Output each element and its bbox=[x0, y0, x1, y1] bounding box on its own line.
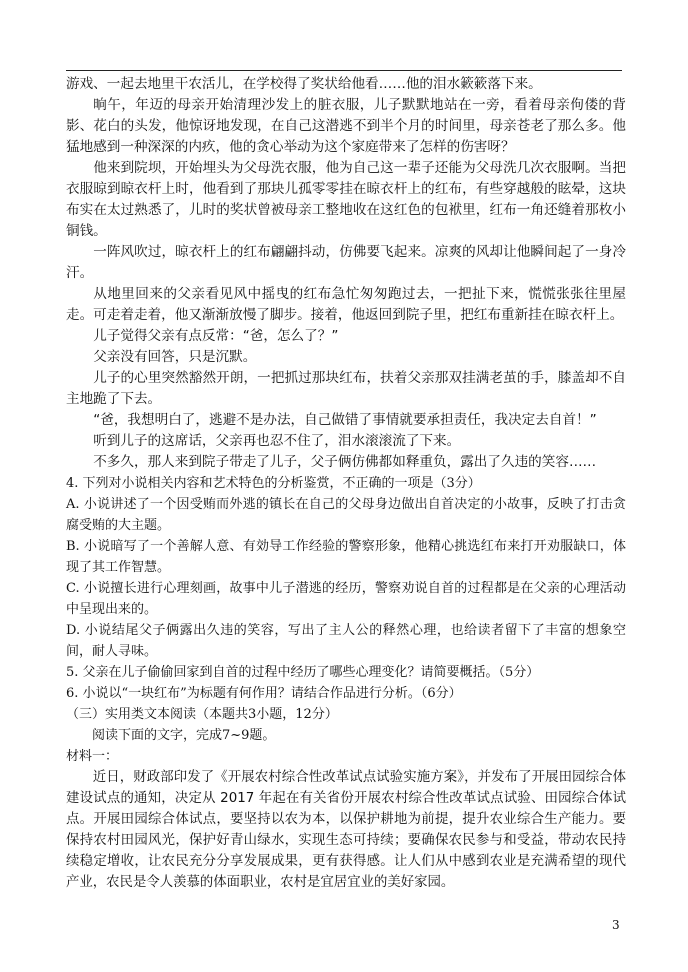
page-content bbox=[66, 74, 626, 893]
story-paragraph: 晌午，年迈的母亲开始清理沙发上的脏衣服，儿子默默地站在一旁，看着母亲佝偻的背影、花白的头发，他惊讶地发现，在自己这潜逃不到半个月的时间里，母亲苍老了那么多。他猛地感到一种深深的内疚，他的贪心举动为这个家庭带来了怎样的伤害呀？ bbox=[66, 97, 626, 155]
question-4-option-b: B. 小说暗写了一个善解人意、有効导工作经验的警察形象，他精心挑选红布来打开劝服缺口，体现了其工作智慧。 bbox=[66, 539, 626, 575]
story-paragraph: “爸，我想明白了，逃避不是办法，自己做错了事情就要承担责任，我决定去自首！” bbox=[93, 412, 597, 428]
question-4-option-d: D. 小说结尾父子俩露出久违的笑容，写出了主人公的释然心理，也给读者留下了丰富的想象空间，耐人寻味。 bbox=[66, 623, 626, 659]
page-number: 3 bbox=[612, 918, 620, 932]
story-paragraph: 从地里回来的父亲看见风中摇曳的红布急忙匆匆跑过去，一把扯下来，慌慌张张往里屋走。可走着走着，他又渐渐放慢了脚步。接着，他返回到院子里，把红布重新挂在晾衣杆上。 bbox=[66, 286, 626, 323]
story-paragraph: 儿子的心里突然豁然开朗，一把抓过那块红布，扶着父亲那双挂满老茧的手，膝盖却不自主地跪了下去。 bbox=[66, 370, 626, 407]
material-label: 材料一： bbox=[66, 749, 119, 764]
story-paragraph: 父亲没有回答，只是沉默。 bbox=[93, 349, 257, 365]
header-rule bbox=[66, 70, 622, 71]
story-paragraph: 一阵风吹过，晾衣杆上的红布翩翩抖动，仿佛要飞起来。凉爽的风却让他瞬间起了一身冷汗。 bbox=[66, 244, 626, 281]
story-paragraph: 不多久，那人来到院子带走了儿子，父子俩仿佛都如释重负，露出了久违的笑容…… bbox=[93, 454, 597, 470]
question-6: 6. 小说以“一块红布”为标题有何作用？请结合作品进行分析。（6分） bbox=[66, 686, 462, 701]
story-paragraph: 听到儿子的这席话，父亲再也忍不住了，泪水滚滚流了下来。 bbox=[93, 433, 461, 449]
question-4-option-c: C. 小说擅长进行心理刻画，故事中儿子潜逃的经历，警察劝说自首的过程都是在父亲的心理活动中呈现出来的。 bbox=[66, 581, 626, 617]
story-paragraph: 游戏、一起去地里干农活儿，在学校得了奖状给他看……他的泪水簌簌落下来。 bbox=[66, 76, 542, 92]
story-paragraph: 他来到院坝，开始埋头为父母洗衣服，他为自己这一辈子还能为父母洗几次衣服啊。当把衣服晾到晾衣杆上时，他看到了那块儿孤零零挂在晾衣杆上的红布，有些穿越般的眩晕，这块布实在太过熟悉了，儿时的奖状曾被母亲工整地收在这红色的包袱里，红布一角还缝着那枚小铜钱。 bbox=[66, 160, 626, 239]
question-4-stem: 4. 下列对小说相关内容和艺术特色的分析鉴赏，不正确的一项是（3分） bbox=[66, 476, 481, 491]
section-heading: （三）实用类文本阅读（本题共3小题，12分） bbox=[66, 707, 338, 722]
material-paragraph: 近日，财政部印发了《开展农村综合性改革试点试验实施方案》，并发布了开展田园综合体建设试点的通知，决定从 2017 年起在有关省份开展农村综合性改革试点试验、田园综合体试点。开展田园综合体试点，要坚持以农为本，以保护耕地为前提，提升农业综合生产能力。要保持农村田园风光，保护好青山绿水，实现生态可持续；要确保农民参与和受益，带动农民持续稳定增收，让农民充分分享发展成果，更有获得感。让人们从中感到农业是充满希望的现代产业，农民是令人羡慕的体面职业，农村是宜居宜业的美好家园。 bbox=[66, 770, 626, 890]
question-4-option-a: A. 小说讲述了一个因受贿而外逃的镇长在自己的父母身边做出自首决定的小故事，反映了打击贪腐受贿的大主题。 bbox=[66, 497, 626, 533]
question-5: 5. 父亲在儿子偷偷回家到自首的过程中经历了哪些心理变化？请简要概括。（5分） bbox=[66, 665, 540, 680]
section-instruction: 阅读下面的文字，完成7~9题。 bbox=[92, 728, 276, 743]
story-paragraph: 儿子觉得父亲有点反常：“爸，怎么了？” bbox=[93, 328, 339, 344]
